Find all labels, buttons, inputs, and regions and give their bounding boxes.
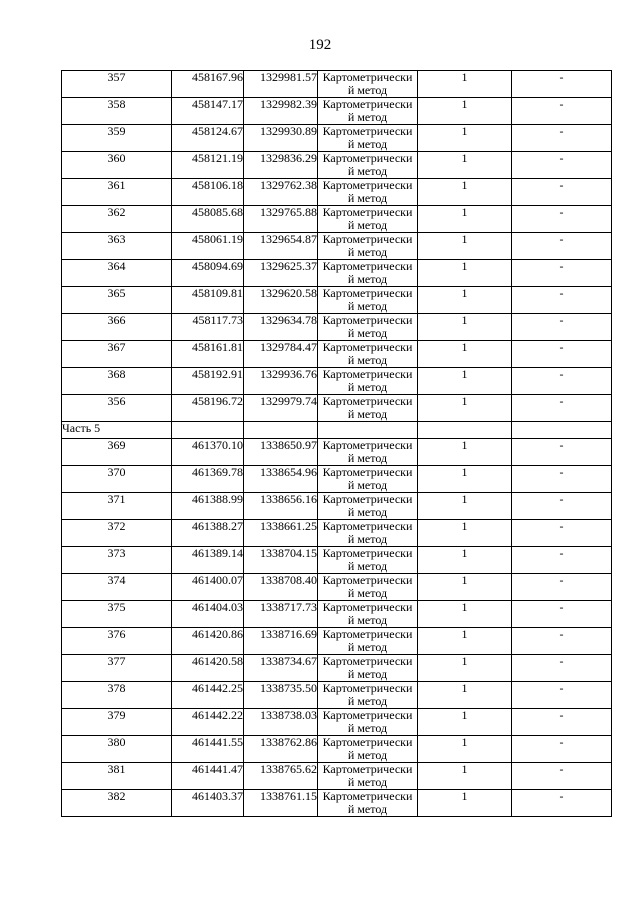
page-number: 192 (308, 37, 332, 53)
x-coordinate-cell: 458121.19 (172, 152, 244, 179)
point-number-cell: 379 (62, 709, 172, 736)
accuracy-cell: 1 (418, 574, 512, 601)
accuracy-cell: 1 (418, 493, 512, 520)
y-coordinate-cell: 1338761.15 (244, 790, 318, 817)
method-line-1: Картометрически (322, 600, 413, 614)
point-number-cell: 364 (62, 260, 172, 287)
section-row (62, 422, 612, 439)
x-coordinate-cell: 461441.47 (172, 763, 244, 790)
method-line-2: й метод (347, 802, 388, 816)
method-line-1: Картометрически (322, 259, 413, 273)
x-coordinate-cell: 458192.91 (172, 368, 244, 395)
y-coordinate-cell: 1338704.15 (244, 547, 318, 574)
accuracy-cell: 1 (418, 98, 512, 125)
method-cell (318, 655, 418, 682)
x-coordinate-cell: 458109.81 (172, 287, 244, 314)
accuracy-cell: 1 (418, 601, 512, 628)
point-number-cell: 368 (62, 368, 172, 395)
x-coordinate-cell: 458061.19 (172, 233, 244, 260)
coordinates-table-body (62, 71, 612, 817)
y-coordinate-cell: 1329836.29 (244, 152, 318, 179)
accuracy-cell: 1 (418, 655, 512, 682)
y-coordinate-cell: 1329982.39 (244, 98, 318, 125)
point-number-cell: 374 (62, 574, 172, 601)
coordinates-table (61, 70, 612, 817)
method-cell (318, 493, 418, 520)
description-cell: - (512, 71, 612, 98)
method-line-2: й метод (347, 505, 388, 519)
method-line-2: й метод (347, 83, 388, 97)
method-cell (318, 601, 418, 628)
x-coordinate-cell: 458124.67 (172, 125, 244, 152)
point-number-cell: 359 (62, 125, 172, 152)
method-cell (318, 709, 418, 736)
table-row (62, 439, 612, 466)
table-row (62, 736, 612, 763)
method-line-1: Картометрически (322, 789, 413, 803)
empty-cell (244, 422, 318, 439)
method-line-1: Картометрически (322, 546, 413, 560)
accuracy-cell: 1 (418, 790, 512, 817)
method-line-1: Картометрически (322, 313, 413, 327)
y-coordinate-cell: 1329620.58 (244, 287, 318, 314)
table-row (62, 628, 612, 655)
y-coordinate-cell: 1329762.38 (244, 179, 318, 206)
table-row (62, 206, 612, 233)
method-cell (318, 125, 418, 152)
description-cell: - (512, 682, 612, 709)
y-coordinate-cell: 1338735.50 (244, 682, 318, 709)
method-cell (318, 547, 418, 574)
point-number-cell: 366 (62, 314, 172, 341)
table-row (62, 368, 612, 395)
table-row (62, 260, 612, 287)
method-cell (318, 368, 418, 395)
method-line-2: й метод (347, 586, 388, 600)
method-line-2: й метод (347, 380, 388, 394)
method-line-1: Картометрически (322, 232, 413, 246)
accuracy-cell: 1 (418, 547, 512, 574)
empty-cell (318, 422, 418, 439)
description-cell: - (512, 574, 612, 601)
method-line-1: Картометрически (322, 681, 413, 695)
method-line-2: й метод (347, 191, 388, 205)
accuracy-cell: 1 (418, 206, 512, 233)
y-coordinate-cell: 1338654.96 (244, 466, 318, 493)
accuracy-cell: 1 (418, 233, 512, 260)
description-cell: - (512, 790, 612, 817)
table-row (62, 287, 612, 314)
point-number-cell: 378 (62, 682, 172, 709)
table-row (62, 233, 612, 260)
method-line-2: й метод (347, 110, 388, 124)
method-line-2: й метод (347, 407, 388, 421)
method-line-1: Картометрически (322, 394, 413, 408)
method-line-2: й метод (347, 353, 388, 367)
point-number-cell: 371 (62, 493, 172, 520)
point-number-cell: 377 (62, 655, 172, 682)
x-coordinate-cell: 458094.69 (172, 260, 244, 287)
description-cell: - (512, 152, 612, 179)
method-line-1: Картометрически (322, 654, 413, 668)
method-cell (318, 341, 418, 368)
table-row (62, 709, 612, 736)
method-line-1: Картометрически (322, 124, 413, 138)
y-coordinate-cell: 1338661.25 (244, 520, 318, 547)
description-cell: - (512, 763, 612, 790)
table-row (62, 493, 612, 520)
point-number-cell: 357 (62, 71, 172, 98)
method-line-1: Картометрически (322, 97, 413, 111)
description-cell: - (512, 395, 612, 422)
y-coordinate-cell: 1338716.69 (244, 628, 318, 655)
description-cell: - (512, 98, 612, 125)
method-cell (318, 152, 418, 179)
method-line-2: й метод (347, 721, 388, 735)
method-cell (318, 287, 418, 314)
method-cell (318, 314, 418, 341)
method-cell (318, 682, 418, 709)
table-row (62, 466, 612, 493)
method-line-2: й метод (347, 532, 388, 546)
description-cell: - (512, 628, 612, 655)
x-coordinate-cell: 461370.10 (172, 439, 244, 466)
point-number-cell: 376 (62, 628, 172, 655)
x-coordinate-cell: 461388.27 (172, 520, 244, 547)
point-number-cell: 370 (62, 466, 172, 493)
section-label: Часть 5 (62, 422, 172, 439)
method-line-1: Картометрически (322, 627, 413, 641)
accuracy-cell: 1 (418, 736, 512, 763)
x-coordinate-cell: 461404.03 (172, 601, 244, 628)
method-line-2: й метод (347, 559, 388, 573)
x-coordinate-cell: 461420.86 (172, 628, 244, 655)
x-coordinate-cell: 461441.55 (172, 736, 244, 763)
x-coordinate-cell: 458106.18 (172, 179, 244, 206)
y-coordinate-cell: 1329930.89 (244, 125, 318, 152)
table-row (62, 314, 612, 341)
accuracy-cell: 1 (418, 368, 512, 395)
description-cell: - (512, 547, 612, 574)
method-cell (318, 179, 418, 206)
point-number-cell: 360 (62, 152, 172, 179)
point-number-cell: 373 (62, 547, 172, 574)
y-coordinate-cell: 1329936.76 (244, 368, 318, 395)
table-row (62, 98, 612, 125)
y-coordinate-cell: 1329625.37 (244, 260, 318, 287)
method-cell (318, 233, 418, 260)
accuracy-cell: 1 (418, 682, 512, 709)
method-cell (318, 260, 418, 287)
method-cell (318, 763, 418, 790)
method-line-1: Картометрически (322, 735, 413, 749)
y-coordinate-cell: 1329654.87 (244, 233, 318, 260)
method-cell (318, 736, 418, 763)
method-line-1: Картометрически (322, 762, 413, 776)
method-line-2: й метод (347, 137, 388, 151)
method-line-2: й метод (347, 478, 388, 492)
method-line-1: Картометрически (322, 178, 413, 192)
description-cell: - (512, 206, 612, 233)
point-number-cell: 363 (62, 233, 172, 260)
description-cell: - (512, 709, 612, 736)
x-coordinate-cell: 461442.22 (172, 709, 244, 736)
method-line-2: й метод (347, 694, 388, 708)
accuracy-cell: 1 (418, 439, 512, 466)
accuracy-cell: 1 (418, 395, 512, 422)
method-line-1: Картометрически (322, 367, 413, 381)
description-cell: - (512, 368, 612, 395)
description-cell: - (512, 341, 612, 368)
method-line-1: Картометрически (322, 492, 413, 506)
x-coordinate-cell: 458167.96 (172, 71, 244, 98)
point-number-cell: 362 (62, 206, 172, 233)
description-cell: - (512, 179, 612, 206)
y-coordinate-cell: 1329979.74 (244, 395, 318, 422)
empty-cell (172, 422, 244, 439)
table-row (62, 71, 612, 98)
table-row (62, 601, 612, 628)
method-line-1: Картометрически (322, 573, 413, 587)
method-line-2: й метод (347, 667, 388, 681)
method-cell (318, 574, 418, 601)
point-number-cell: 358 (62, 98, 172, 125)
table-row (62, 763, 612, 790)
x-coordinate-cell: 458196.72 (172, 395, 244, 422)
y-coordinate-cell: 1338738.03 (244, 709, 318, 736)
table-row (62, 179, 612, 206)
method-cell (318, 395, 418, 422)
description-cell: - (512, 260, 612, 287)
y-coordinate-cell: 1338762.86 (244, 736, 318, 763)
method-line-1: Картометрически (322, 340, 413, 354)
table-row (62, 152, 612, 179)
accuracy-cell: 1 (418, 179, 512, 206)
x-coordinate-cell: 458161.81 (172, 341, 244, 368)
method-line-2: й метод (347, 164, 388, 178)
description-cell: - (512, 493, 612, 520)
table-row (62, 125, 612, 152)
method-line-2: й метод (347, 299, 388, 313)
point-number-cell: 361 (62, 179, 172, 206)
point-number-cell: 356 (62, 395, 172, 422)
method-line-1: Картометрически (322, 465, 413, 479)
x-coordinate-cell: 461388.99 (172, 493, 244, 520)
x-coordinate-cell: 461403.37 (172, 790, 244, 817)
description-cell: - (512, 520, 612, 547)
y-coordinate-cell: 1338656.16 (244, 493, 318, 520)
table-row (62, 520, 612, 547)
method-line-1: Картометрически (322, 286, 413, 300)
point-number-cell: 382 (62, 790, 172, 817)
x-coordinate-cell: 461369.78 (172, 466, 244, 493)
point-number-cell: 369 (62, 439, 172, 466)
accuracy-cell: 1 (418, 287, 512, 314)
accuracy-cell: 1 (418, 466, 512, 493)
point-number-cell: 380 (62, 736, 172, 763)
description-cell: - (512, 736, 612, 763)
method-line-1: Картометрически (322, 205, 413, 219)
method-line-1: Картометрически (322, 70, 413, 84)
point-number-cell: 372 (62, 520, 172, 547)
method-cell (318, 466, 418, 493)
description-cell: - (512, 601, 612, 628)
accuracy-cell: 1 (418, 709, 512, 736)
table-row (62, 574, 612, 601)
accuracy-cell: 1 (418, 152, 512, 179)
empty-cell (418, 422, 512, 439)
x-coordinate-cell: 458117.73 (172, 314, 244, 341)
description-cell: - (512, 314, 612, 341)
point-number-cell: 367 (62, 341, 172, 368)
method-line-2: й метод (347, 613, 388, 627)
method-cell (318, 206, 418, 233)
table-row (62, 655, 612, 682)
accuracy-cell: 1 (418, 341, 512, 368)
accuracy-cell: 1 (418, 763, 512, 790)
accuracy-cell: 1 (418, 260, 512, 287)
point-number-cell: 375 (62, 601, 172, 628)
method-line-2: й метод (347, 775, 388, 789)
method-line-2: й метод (347, 640, 388, 654)
y-coordinate-cell: 1338734.67 (244, 655, 318, 682)
y-coordinate-cell: 1338765.62 (244, 763, 318, 790)
method-line-2: й метод (347, 272, 388, 286)
x-coordinate-cell: 461400.07 (172, 574, 244, 601)
y-coordinate-cell: 1329765.88 (244, 206, 318, 233)
method-line-1: Картометрически (322, 519, 413, 533)
x-coordinate-cell: 458085.68 (172, 206, 244, 233)
method-cell (318, 439, 418, 466)
point-number-cell: 365 (62, 287, 172, 314)
y-coordinate-cell: 1329784.47 (244, 341, 318, 368)
description-cell: - (512, 439, 612, 466)
table-row (62, 341, 612, 368)
method-cell (318, 98, 418, 125)
method-line-1: Картометрически (322, 708, 413, 722)
y-coordinate-cell: 1338708.40 (244, 574, 318, 601)
accuracy-cell: 1 (418, 520, 512, 547)
method-cell (318, 790, 418, 817)
description-cell: - (512, 655, 612, 682)
x-coordinate-cell: 461389.14 (172, 547, 244, 574)
y-coordinate-cell: 1329981.57 (244, 71, 318, 98)
description-cell: - (512, 287, 612, 314)
method-cell (318, 628, 418, 655)
point-number-cell: 381 (62, 763, 172, 790)
description-cell: - (512, 233, 612, 260)
method-line-2: й метод (347, 245, 388, 259)
y-coordinate-cell: 1338650.97 (244, 439, 318, 466)
accuracy-cell: 1 (418, 628, 512, 655)
method-line-2: й метод (347, 218, 388, 232)
table-row (62, 682, 612, 709)
description-cell: - (512, 125, 612, 152)
table-row (62, 547, 612, 574)
y-coordinate-cell: 1329634.78 (244, 314, 318, 341)
method-line-2: й метод (347, 748, 388, 762)
x-coordinate-cell: 458147.17 (172, 98, 244, 125)
method-line-2: й метод (347, 451, 388, 465)
description-cell: - (512, 466, 612, 493)
method-line-2: й метод (347, 326, 388, 340)
accuracy-cell: 1 (418, 125, 512, 152)
table-row (62, 395, 612, 422)
accuracy-cell: 1 (418, 314, 512, 341)
empty-cell (512, 422, 612, 439)
x-coordinate-cell: 461420.58 (172, 655, 244, 682)
method-line-1: Картометрически (322, 151, 413, 165)
method-line-1: Картометрически (322, 438, 413, 452)
method-cell (318, 520, 418, 547)
y-coordinate-cell: 1338717.73 (244, 601, 318, 628)
table-row (62, 790, 612, 817)
method-cell (318, 71, 418, 98)
x-coordinate-cell: 461442.25 (172, 682, 244, 709)
accuracy-cell: 1 (418, 71, 512, 98)
